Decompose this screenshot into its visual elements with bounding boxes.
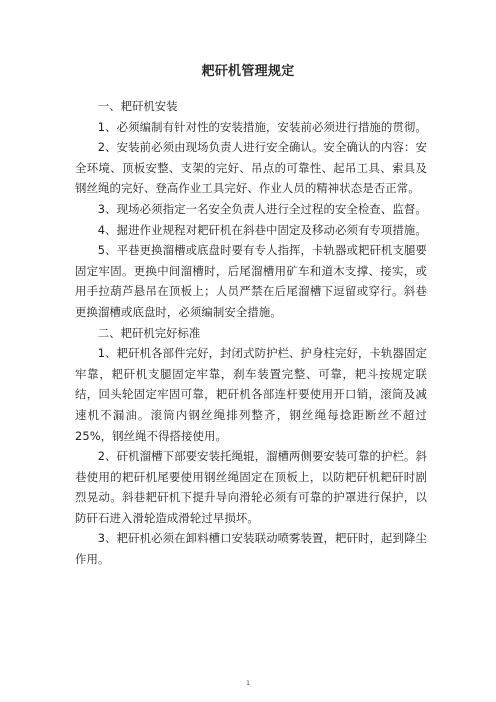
paragraph: 3、耙矸机必须在卸料槽口安装联动喷雾装置，耙矸时，起到降尘作用。 [75,531,427,567]
document-body [75,96,427,570]
paragraph: 1、必须编制有针对性的安装措施，安装前必须进行措施的贯彻。 [97,119,427,134]
page-number: 1 [246,680,250,687]
paragraph: 4、掘进作业规程对耙矸机在斜巷中固定及移动必须有专项措施。 [97,222,427,237]
paragraph: 5、平巷更换溜槽或底盘时要有专人指挥，卡轨器或耙矸机支腿要固定牢固。更换中间溜槽时，后尾溜槽用矿车和道木支撑、接实，或用手拉葫芦悬吊在顶板上；人员严禁在后尾溜槽下逗留或穿行。斜巷更换溜槽或底盘时，必须编制安全措施。 [75,243,427,319]
document-title: 耙矸机管理规定 [201,64,295,79]
paragraph: 1、耙矸机各部件完好，封闭式防护栏、护身柱完好，卡轨器固定牢靠，耙矸机支腿固定牢靠，刹车装置完整、可靠，耙斗按规定联结，回头轮固定牢固可靠，耙矸机各部连杆要使用开口销，滚筒及减速机不漏油。滚筒内钢丝绳排列整齐，钢丝绳每捻距断丝不超过25%，钢丝绳不得搭接使用。 [75,346,427,443]
paragraph: 2、安装前必须由现场负责人进行安全确认。安全确认的内容：安全环境、顶板安整、支架的完好、吊点的可靠性、起吊工具、索具及钢丝绳的完好、登高作业工具完好、作业人员的精神状态是否正常。 [75,140,427,196]
section-heading: 一、耙矸机安装 [97,99,178,113]
paragraph: 2、矸机溜槽下部要安装托绳辊，溜槽两侧要安装可靠的护栏。斜巷使用的耙矸机尾要使用钢丝绳固定在顶板上，以防耙矸机耙矸时剧烈晃动。斜巷耙矸机下提升导向滑轮必须有可靠的护罩进行保护，以防矸石进入滑轮造成滑轮过早损坏。 [75,449,427,525]
paragraph: 3、现场必须指定一名安全负责人进行全过程的安全检查、监督。 [97,201,427,216]
section-heading: 二、耙矸机完好标准 [97,325,201,340]
